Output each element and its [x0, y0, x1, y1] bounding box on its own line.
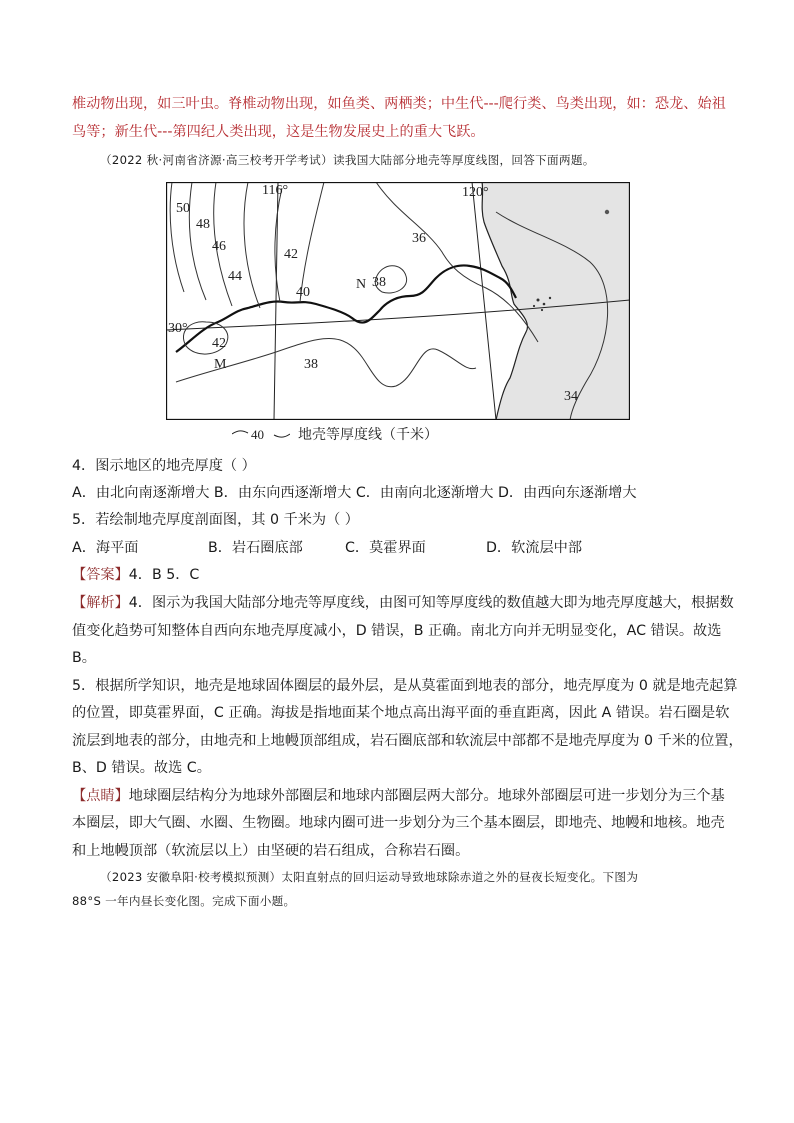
- point-m-label: M: [214, 357, 227, 372]
- point-n-label: N: [356, 277, 367, 292]
- isoline-label-46: 46: [212, 239, 226, 254]
- q5-option-b: B．岩石圈底部: [208, 540, 303, 556]
- analysis-line-7: B、D 错误。故选 C。: [72, 760, 211, 776]
- tip-line-2: 本圈层，即大气圈、水圈、生物圈。地球内圈可进一步划分为三个基本圈层，即地壳、地幔和地核。地壳: [72, 815, 725, 831]
- tip-line-3: 和上地幔顶部（软流层以上）由坚硬的岩石组成，合称岩石圈。: [72, 843, 470, 859]
- map-legend: [232, 424, 438, 444]
- answer-tag: 【答案】: [72, 567, 129, 583]
- q5-option-c: C．莫霍界面: [345, 540, 426, 556]
- answer-line: [72, 565, 199, 585]
- isoline-label-42-south: 42: [212, 336, 226, 351]
- river: [176, 266, 516, 353]
- isoline: [244, 182, 260, 308]
- analysis-line-2: 值变化趋势可知整体自西向东地壳厚度减小，D 错误，B 正确。南北方向并无明显变化，AC 错误。故选: [72, 623, 722, 639]
- legend-line-icon: [232, 427, 290, 441]
- analysis-line-5: 的位置，即莫霍界面，C 正确。海拔是指地面某个地点高出海平面的垂直距离，因此 A 错误。岩石圈是软: [72, 705, 730, 721]
- isoline: [189, 182, 206, 300]
- q5-stem: 5．若绘制地壳厚度剖面图，其 0 千米为（ ）: [72, 512, 359, 528]
- lat-30-label: 30°: [168, 321, 188, 336]
- isoline: [300, 182, 324, 302]
- isoline-label-36: 36: [412, 231, 426, 246]
- isoline-label-40: 40: [296, 285, 310, 300]
- legend-text: 地壳等厚度线（千米）: [298, 427, 438, 443]
- isoline-label-38-south: 38: [304, 357, 318, 372]
- q5-option-d: D．软流层中部: [486, 540, 583, 556]
- analysis-line-6: 流层到地表的部分，由地壳和上地幔顶部组成，岩石圈底部和软流层中部都不是地壳厚度为 0 千米的位置，: [72, 733, 743, 749]
- analysis-text-1: 4．图示为我国大陆部分地壳等厚度线，由图可知等厚度线的数值越大即为地壳厚度越大，根据数: [128, 595, 734, 611]
- isoline-label-38: 38: [372, 275, 386, 290]
- intro-line-2: 鸟等；新生代---第四纪人类出现，这是生物发展史上的重大飞跃。: [72, 124, 485, 140]
- island: [605, 210, 609, 214]
- analysis-line-4: 5．根据所学知识，地壳是地球固体圈层的最外层，是从莫霍面到地表的部分，地壳厚度为 0 就是地壳起算: [72, 678, 738, 694]
- q4-stem: 4．图示地区的地壳厚度（ ）: [72, 458, 256, 474]
- intro-line-1: 椎动物出现，如三叶虫。脊椎动物出现，如鱼类、两栖类；中生代---爬行类、鸟类出现，如：恐龙、始祖: [72, 96, 726, 112]
- analysis-tag: 【解析】: [72, 595, 129, 611]
- lon-120-label: 120°: [462, 185, 489, 200]
- tip-tag: 【点睛】: [72, 788, 129, 804]
- isoline-label-44: 44: [228, 269, 242, 284]
- tip-line-1: [72, 786, 725, 806]
- island: [549, 297, 551, 299]
- isoline-label-50: 50: [176, 201, 190, 216]
- island: [541, 309, 543, 311]
- sea-area: [482, 182, 630, 420]
- analysis-line-1: [72, 593, 734, 613]
- analysis-line-3: B。: [72, 650, 96, 666]
- question-source-2-line-1: （2023 安徽阜阳·校考模拟预测）太阳直射点的回归运动导致地球除赤道之外的昼夜长短变化。下图为: [100, 870, 639, 884]
- crust-thickness-map: [166, 182, 630, 420]
- answer-text: 4．B 5．C: [128, 567, 200, 583]
- isoline-label-42: 42: [284, 247, 298, 262]
- q5-option-a: A．海平面: [72, 540, 139, 556]
- lon-116-label: 116°: [262, 183, 289, 198]
- isoline-label-34: 34: [564, 389, 578, 404]
- isoline: [170, 182, 184, 292]
- island: [533, 305, 535, 307]
- legend-value: 40: [251, 427, 264, 441]
- isoline-label-48: 48: [196, 217, 210, 232]
- question-source-2-line-2: 88°S 一年内昼长变化图。完成下面小题。: [72, 894, 296, 908]
- question-source-1: （2022 秋·河南省济源·高三校考开学考试）读我国大陆部分地壳等厚度线图，回答下面两题。: [100, 153, 595, 167]
- island: [537, 299, 540, 302]
- tip-text-1: 地球圈层结构分为地球外部圈层和地球内部圈层两大部分。地球外部圈层可进一步划分为三个基: [128, 788, 725, 804]
- island: [543, 303, 546, 306]
- q4-options: A．由北向南逐渐增大 B．由东向西逐渐增大 C．由南向北逐渐增大 D．由西向东逐渐增大: [72, 485, 637, 501]
